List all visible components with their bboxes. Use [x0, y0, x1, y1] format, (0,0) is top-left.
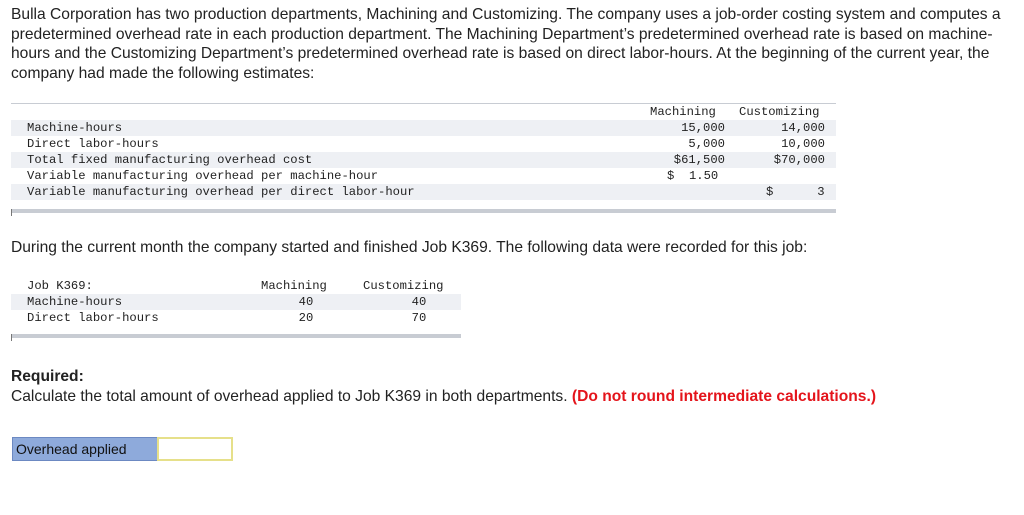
machining-value: 40: [298, 295, 314, 309]
table-row: [11, 184, 836, 200]
overhead-applied-label: Overhead applied: [12, 437, 159, 461]
machining-value: $61,500: [673, 153, 725, 167]
customizing-column-header: Customizing: [739, 105, 820, 119]
customizing-column-header: Customizing: [363, 279, 444, 293]
required-section: [11, 367, 1016, 406]
estimates-table: [11, 103, 836, 214]
job-intro-paragraph: During the current month the company started and finished Job K369. The following data were recorded for this job:: [11, 239, 808, 256]
table-row: [11, 168, 836, 184]
table-bottom-rule: [11, 209, 836, 213]
table-row: [11, 152, 836, 168]
rounding-note: (Do not round intermediate calculations.): [571, 387, 877, 405]
row-label: Variable manufacturing overhead per direct labor-hour: [27, 185, 415, 199]
required-instructions: [11, 387, 1016, 407]
overhead-applied-input[interactable]: [157, 437, 233, 461]
customizing-value: 14,000: [781, 121, 825, 135]
row-label: Direct labor-hours: [27, 137, 159, 151]
intro-paragraph: Bulla Corporation has two production departments, Machining and Customizing. The company uses a job-order costing system and computes a predetermined overhead rate in each production department. The Machining Department’s predetermined overhead rate is based on machine-hours and the Customizing Department’s predetermined overhead rate is based on direct labor-hours. At the beginning of the current year, the company had made the following estimates:: [11, 6, 1001, 82]
table-corner-tick: [11, 334, 12, 341]
customizing-value: 10,000: [781, 137, 825, 151]
estimates-header-row: [11, 104, 836, 120]
table-row: [11, 120, 836, 136]
row-label: Machine-hours: [27, 295, 123, 309]
table-row: [11, 136, 836, 152]
machining-value: $ 1.50: [667, 169, 719, 183]
customizing-value: 70: [411, 311, 427, 325]
customizing-value: 40: [411, 295, 427, 309]
customizing-value: $ 3: [766, 185, 825, 199]
table-row: [11, 294, 461, 310]
row-label: Total fixed manufacturing overhead cost: [27, 153, 313, 167]
machining-value: 5,000: [688, 137, 725, 151]
table-row: [11, 310, 461, 326]
table-bottom-rule: [11, 334, 461, 338]
job-header-row: [11, 278, 461, 294]
table-corner-tick: [11, 209, 12, 216]
row-label: Direct labor-hours: [27, 311, 159, 325]
row-label: Machine-hours: [27, 121, 123, 135]
required-text: Calculate the total amount of overhead applied to Job K369 in both departments.: [11, 387, 568, 405]
required-heading: Required:: [11, 368, 84, 385]
machining-value: 20: [298, 311, 314, 325]
customizing-value: $70,000: [773, 153, 825, 167]
job-title: Job K369:: [27, 279, 93, 293]
machining-column-header: Machining: [650, 105, 716, 119]
machining-column-header: Machining: [261, 279, 327, 293]
machining-value: 15,000: [681, 121, 725, 135]
row-label: Variable manufacturing overhead per machine-hour: [27, 169, 379, 183]
job-table: [11, 278, 461, 340]
